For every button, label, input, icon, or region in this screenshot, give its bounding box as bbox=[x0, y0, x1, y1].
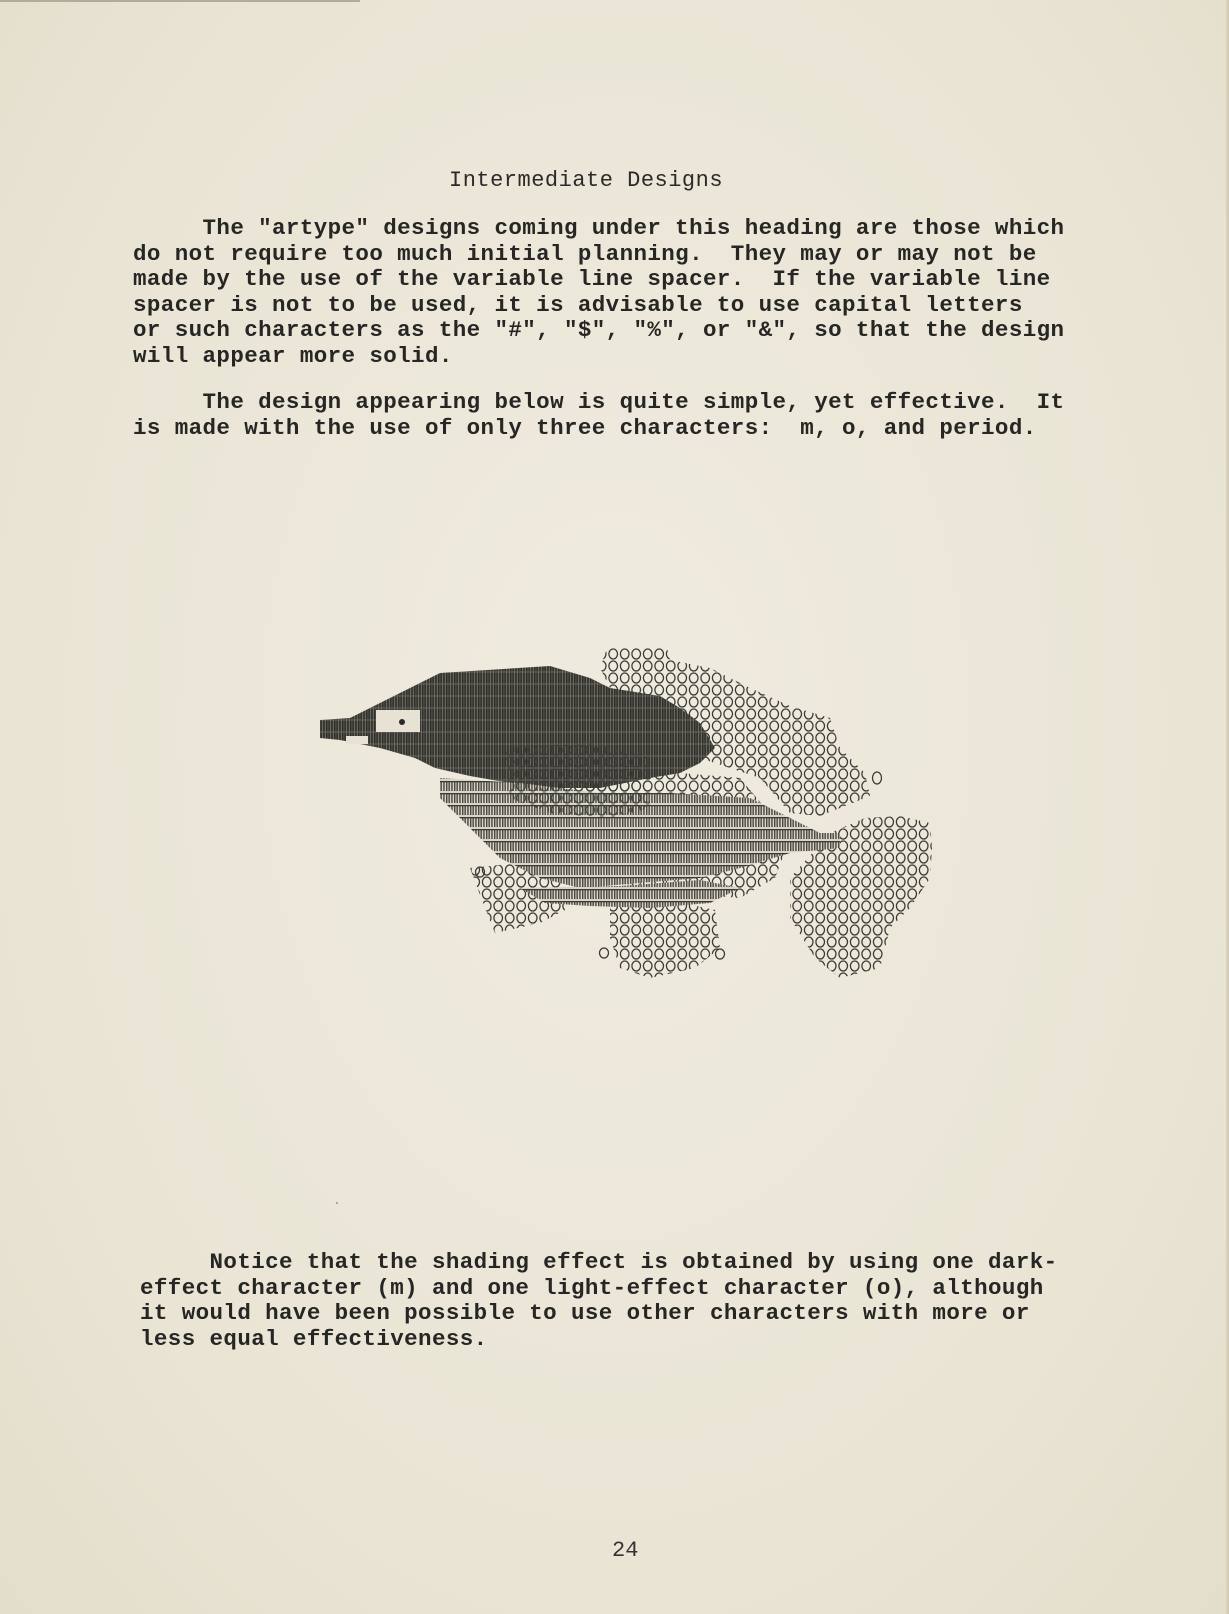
text-line: The "artype" designs coming under this heading are those which bbox=[133, 215, 1065, 241]
text-line: Notice that the shading effect is obtained by using one dark- bbox=[140, 1249, 1058, 1275]
fish-eye-socket bbox=[376, 710, 420, 732]
fish-artype-figure bbox=[320, 648, 970, 1018]
fish-eye-period bbox=[399, 719, 405, 725]
page-top-edge bbox=[0, 0, 360, 2]
fish-mouth bbox=[346, 736, 368, 744]
page-number: 24 bbox=[612, 1538, 639, 1563]
paragraph-intro bbox=[133, 216, 1143, 369]
text-line: or such characters as the "#", "$", "%", or "&", so that the design bbox=[133, 317, 1065, 343]
text-line: effect character (m) and one light-effect character (o), although bbox=[140, 1274, 1044, 1301]
paragraph-design-description bbox=[133, 390, 1143, 441]
paper-speck bbox=[336, 1202, 338, 1204]
text-line: will appear more solid. bbox=[133, 342, 453, 369]
stray-o-fin-right bbox=[716, 949, 725, 959]
text-line: spacer is not to be used, it is advisable to use capital letters bbox=[133, 291, 1023, 318]
paragraph-shading-note bbox=[140, 1250, 1150, 1352]
text-line: is made with the use of only three characters: m, o, and period. bbox=[133, 414, 1037, 441]
text-line: made by the use of the variable line spacer. If the variable line bbox=[133, 266, 1051, 292]
text-line: do not require too much initial planning. They may or may not be bbox=[133, 240, 1037, 267]
section-heading: Intermediate Designs bbox=[449, 168, 724, 193]
text-line: it would have been possible to use other characters with more or bbox=[140, 1300, 1030, 1326]
text-line: less equal effectiveness. bbox=[140, 1325, 488, 1352]
stray-o-tail-top bbox=[873, 772, 882, 784]
stray-o-fin bbox=[600, 948, 609, 958]
text-line: The design appearing below is quite simple, yet effective. It bbox=[133, 389, 1065, 415]
